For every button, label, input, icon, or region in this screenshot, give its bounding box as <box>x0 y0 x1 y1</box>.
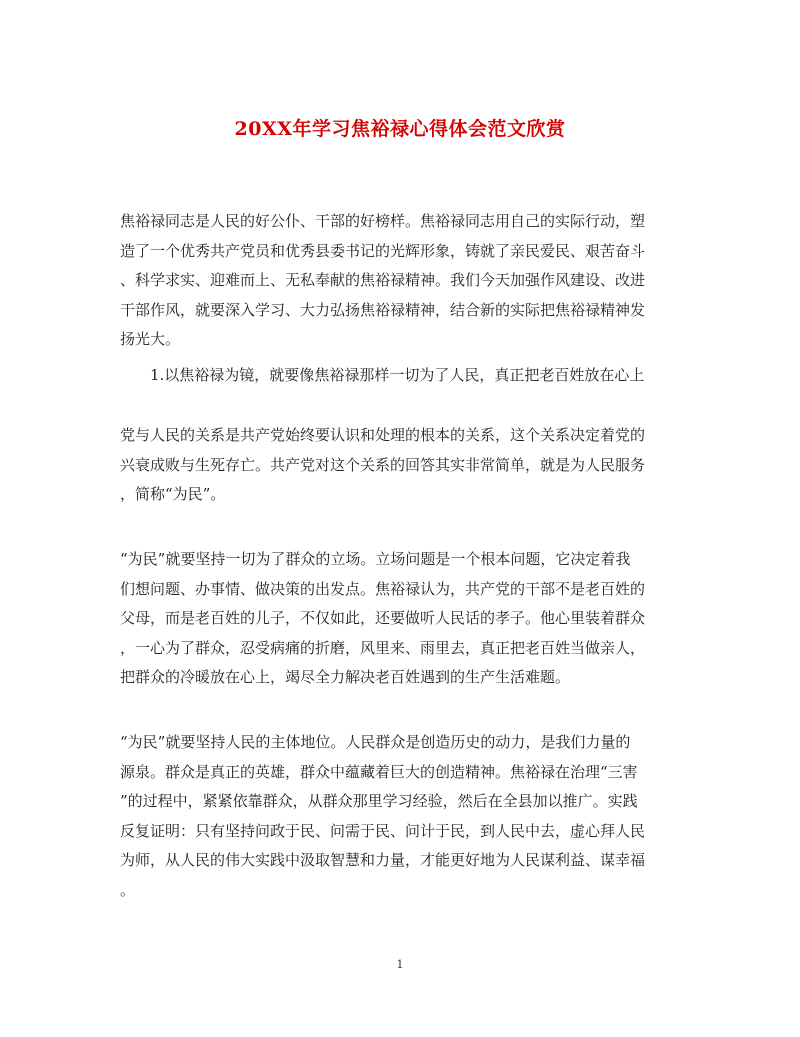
paragraph-line: 扬光大。 <box>120 330 181 348</box>
paragraph-line: 造了一个优秀共产党员和优秀县委书记的光辉形象，铸就了亲民爱民、艰苦奋斗 <box>120 241 646 260</box>
paragraph-line: 焦裕禄同志是人民的好公仆、干部的好榜样。焦裕禄同志用自己的实际行动，塑 <box>120 212 646 230</box>
document-title: 20XX年学习焦裕禄心得体会范文欣赏 <box>234 118 566 140</box>
paragraph-line: 们想问题、办事情、做决策的出发点。焦裕禄认为，共产党的干部不是老百姓的 <box>120 579 646 598</box>
paragraph-line: 党与人民的关系是共产党始终要认识和处理的根本的关系，这个关系决定着党的 <box>120 426 646 444</box>
section-heading-text: 1.以焦裕禄为镜，就要像焦裕禄那样一切为了人民，真正把老百姓放在心上 <box>150 366 645 384</box>
paragraph-line: ”的过程中，紧紧依靠群众，从群众那里学习经验，然后在全县加以推广。实践 <box>120 792 638 810</box>
paragraph-people-subject <box>120 728 676 905</box>
paragraph-line: 、科学求实、迎难而上、无私奉献的焦裕禄精神。我们今天加强作风建设、改进 <box>120 271 646 289</box>
paragraph-line: 父母，而是老百姓的儿子，不仅如此，还要做听人民话的孝子。他心里装着群众 <box>120 609 646 627</box>
paragraph-line: 把群众的冷暖放在心上，竭尽全力解决老百姓遇到的生产生活难题。 <box>120 668 571 686</box>
paragraph-line: 兴衰成败与生死存亡。共产党对这个关系的回答其实非常简单，就是为人民服务 <box>120 455 646 474</box>
paragraph-line: 为师，从人民的伟大实践中汲取智慧和力量，才能更好地为人民谋利益、谋幸福 <box>120 851 646 869</box>
paragraph-line: 源泉。群众是真正的英雄，群众中蕴藏着巨大的创造精神。焦裕禄在治理“三害 <box>120 762 638 781</box>
paragraph-line: ，简称“为民”。 <box>120 485 226 503</box>
paragraph-line: 干部作风，就要深入学习、大力弘扬焦裕禄精神，结合新的实际把焦裕禄精神发 <box>120 300 646 319</box>
section-heading <box>150 361 690 391</box>
paragraph-intro <box>120 207 676 355</box>
paragraph-party-relation <box>120 421 676 510</box>
page-number: 1 <box>396 958 404 971</box>
paragraph-line: ，一心为了群众，忍受病痛的折磨，风里来、雨里去，真正把老百姓当做亲人， <box>120 638 646 657</box>
paragraph-line: “为民”就要坚持一切为了群众的立场。立场问题是一个根本问题，它决定着我 <box>120 550 631 568</box>
paragraph-line: “为民”就要坚持人民的主体地位。人民群众是创造历史的动力，是我们力量的 <box>120 733 631 751</box>
paragraph-for-the-people-stance <box>120 545 676 693</box>
paragraph-line: 。 <box>120 880 136 899</box>
paragraph-line: 反复证明：只有坚持问政于民、问需于民、问计于民，到人民中去，虚心拜人民 <box>120 821 646 840</box>
